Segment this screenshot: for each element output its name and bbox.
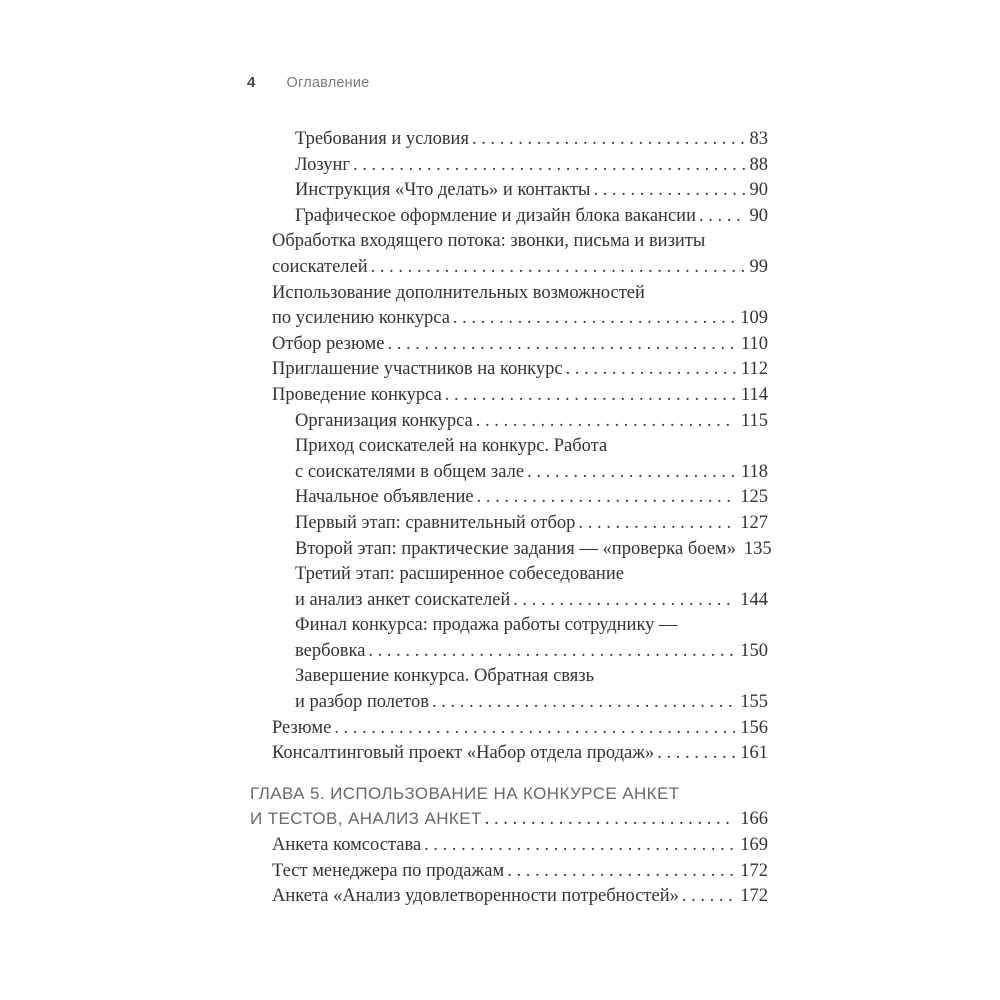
toc-entry-line: [272, 357, 768, 383]
toc-entry-line: [272, 332, 768, 358]
toc-page-number: 150: [740, 640, 768, 661]
toc-entry-line: [295, 153, 768, 179]
toc-page-number: 112: [740, 359, 768, 380]
toc-entry-line: [272, 884, 768, 910]
dot-leader: [445, 383, 736, 409]
dot-leader: [578, 511, 735, 537]
toc-page-number: 127: [740, 512, 768, 533]
toc-page-number: 110: [740, 333, 768, 354]
dot-leader: [485, 807, 736, 833]
toc-entry: [250, 859, 768, 885]
toc-page-number: 83: [749, 129, 768, 149]
dot-leader: [513, 588, 735, 614]
toc-page-number: 99: [749, 256, 768, 277]
toc-entry: [250, 485, 768, 511]
dot-leader: [472, 127, 745, 153]
toc-entry-line: [295, 409, 768, 435]
toc-entry-line: [295, 434, 768, 460]
toc-entry: [250, 511, 768, 537]
toc-entry-title: Консалтинговый проект «Набор отдела продаж»: [272, 743, 655, 764]
toc-page-number: 144: [740, 589, 768, 610]
dot-leader: [432, 690, 735, 716]
toc-entry: [250, 884, 768, 910]
toc-entry-title: Организация конкурса: [295, 410, 473, 431]
dot-leader: [507, 859, 735, 885]
running-head-title: Оглавление: [286, 75, 370, 91]
toc-page-number: 156: [740, 717, 768, 738]
toc-page-number: 88: [749, 154, 768, 175]
dot-leader: [371, 255, 745, 281]
toc-entry: [250, 357, 768, 383]
toc-entry-title: Приход соискателей на конкурс. Работа: [295, 436, 608, 457]
toc-entry-title: вербовка: [295, 640, 366, 661]
toc-entry-title: Проведение конкурса: [272, 384, 442, 405]
toc-entry-line: [295, 562, 768, 588]
toc-page-number: 169: [740, 835, 768, 856]
dot-leader: [527, 460, 736, 486]
dot-leader: [593, 178, 744, 204]
dot-leader: [476, 409, 736, 435]
dot-leader: [682, 884, 735, 910]
toc-entry: [250, 204, 768, 230]
toc-entry-line: [272, 859, 768, 885]
toc-entry-line: [295, 178, 768, 204]
toc-entry-line: [272, 716, 768, 742]
toc-entry-title: с соискателями в общем зале: [295, 461, 525, 482]
toc-entry-line: [250, 806, 768, 833]
toc-entry-line: [295, 588, 768, 614]
toc-entry-title: и разбор полетов: [295, 692, 430, 713]
toc-entry-line: [250, 781, 768, 807]
toc-entry-title: и анализ анкет соискателей: [295, 589, 511, 610]
toc-entry-title: ГЛАВА 5. ИСПОЛЬЗОВАНИЕ НА КОНКУРСЕ АНКЕТ: [250, 783, 680, 803]
page-number: 4: [247, 74, 256, 91]
toc-entry-line: [295, 511, 768, 537]
toc-page-number: 125: [740, 487, 768, 508]
toc-entry-title: Тест менеджера по продажам: [272, 860, 505, 881]
table-of-contents: [250, 127, 772, 910]
toc-entry-title: по усилению конкурса: [272, 308, 450, 329]
toc-entry-line: [272, 306, 768, 332]
toc-entry-line: [295, 537, 772, 563]
toc-entry: [250, 664, 768, 715]
toc-entry-title: Анкета комсостава: [272, 835, 422, 856]
toc-entry-line: [295, 664, 768, 690]
toc-entry: [250, 833, 768, 859]
dot-leader: [368, 639, 735, 665]
toc-entry: [250, 741, 768, 767]
toc-entry: [250, 153, 768, 179]
toc-entry: [250, 409, 768, 435]
toc-entry-title: Инструкция «Что делать» и контакты: [295, 180, 591, 201]
toc-entry: [250, 332, 768, 358]
toc-entry-line: [272, 383, 768, 409]
toc-entry-line: [272, 255, 768, 281]
toc-entry-title: Приглашение участников на конкурс: [272, 359, 563, 380]
toc-entry: [250, 434, 768, 485]
toc-page-number: 161: [740, 743, 768, 764]
toc-entry-title: соискателей: [272, 256, 368, 277]
toc-entry: [250, 229, 768, 280]
dot-leader: [424, 833, 735, 859]
toc-entry: [250, 562, 768, 613]
dot-leader: [657, 741, 735, 767]
toc-entry-line: [295, 690, 768, 716]
toc-entry-title: Обработка входящего потока: звонки, письма и визиты: [272, 231, 706, 252]
toc-entry-title: Лозунг: [295, 154, 350, 175]
toc-entry-title: Требования и условия: [295, 129, 469, 149]
dot-leader: [334, 716, 735, 742]
toc-chapter-entry: [250, 781, 768, 833]
toc-entry-line: [272, 741, 768, 767]
toc-entry-line: [295, 204, 768, 230]
toc-page-number: 90: [749, 205, 768, 226]
toc-entry: [250, 716, 768, 742]
toc-entry-title: Первый этап: сравнительный отбор: [295, 512, 576, 533]
toc-page-number: 118: [740, 461, 768, 482]
dot-leader: [477, 485, 736, 511]
toc-page-number: 109: [740, 308, 768, 329]
toc-entry-title: Второй этап: практические задания — «проверка боем»: [295, 538, 736, 559]
dot-leader: [387, 332, 735, 358]
dot-leader: [353, 153, 745, 179]
toc-entry-title: Резюме: [272, 717, 332, 738]
toc-entry: [250, 127, 768, 153]
toc-entry-title: Анкета «Анализ удовлетворенности потребностей»: [272, 886, 679, 907]
toc-entry-line: [295, 485, 768, 511]
dot-leader: [453, 306, 735, 332]
toc-entry-line: [272, 229, 768, 255]
dot-leader: [699, 204, 745, 230]
toc-entry-line: [295, 613, 768, 639]
toc-entry-title: Графическое оформление и дизайн блока вакансии: [295, 205, 696, 226]
toc-page-number: 166: [740, 809, 768, 830]
dot-leader: [566, 357, 736, 383]
toc-entry-line: [295, 639, 768, 665]
toc-entry: [250, 537, 772, 563]
toc-entry-line: [295, 460, 768, 486]
toc-entry: [250, 613, 768, 664]
toc-entry-title: И ТЕСТОВ, АНАЛИЗ АНКЕТ: [250, 809, 482, 829]
toc-entry-line: [295, 127, 768, 153]
toc-page-number: 135: [743, 538, 772, 559]
toc-entry-line: [272, 281, 768, 307]
toc-page-number: 172: [740, 860, 768, 881]
toc-entry: [250, 178, 768, 204]
toc-page-number: 114: [740, 384, 768, 405]
toc-page-number: 155: [740, 692, 768, 713]
toc-entry-title: Финал конкурса: продажа работы сотруднику —: [295, 615, 678, 636]
toc-page-number: 90: [749, 180, 768, 201]
toc-entry-title: Третий этап: расширенное собеседование: [295, 564, 624, 585]
page-header: [247, 74, 369, 91]
toc-page-number: 115: [740, 410, 768, 431]
toc-entry-line: [272, 833, 768, 859]
toc-page-number: 172: [740, 886, 768, 907]
toc-entry-title: Завершение конкурса. Обратная связь: [295, 666, 595, 687]
toc-entry-title: Отбор резюме: [272, 333, 385, 354]
toc-entry-title: Использование дополнительных возможностей: [272, 282, 645, 303]
toc-entry-title: Начальное объявление: [295, 487, 474, 508]
toc-entry: [250, 383, 768, 409]
toc-entry: [250, 281, 768, 332]
